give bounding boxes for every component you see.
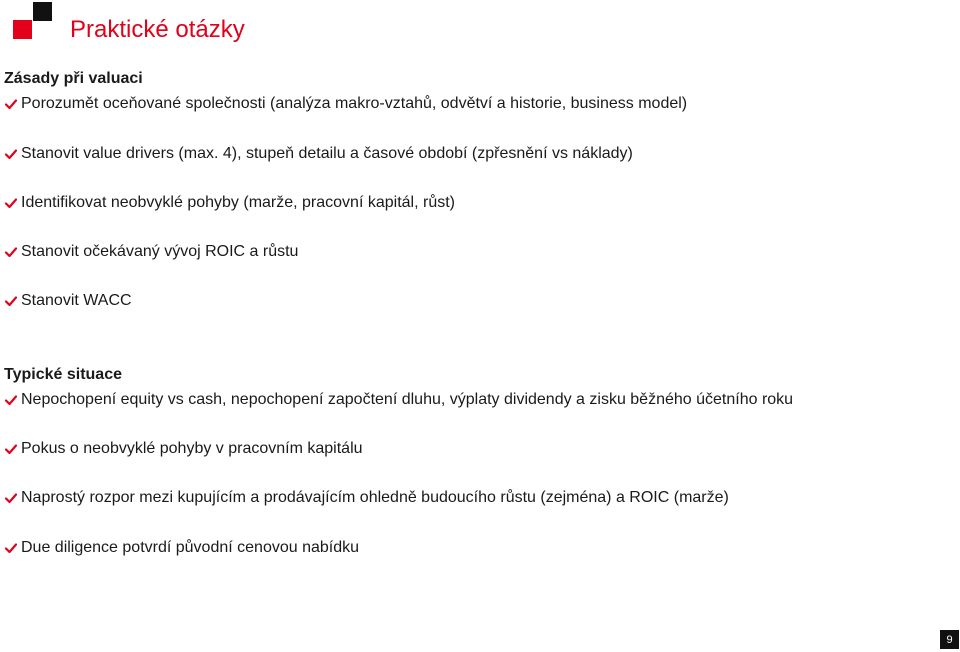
list-item [4,291,132,311]
logo-red-square [13,20,32,39]
list-item-text: Nepochopení equity vs cash, nepochopení započtení dluhu, výplaty dividendy a zisku běžného účetního roku [21,391,794,408]
list-item-text: Porozumět oceňované společnosti (analýza makro-vztahů, odvětví a historie, business model) [21,95,688,112]
checkmark-icon [4,196,18,210]
list-item-text: Stanovit value drivers (max. 4), stupeň detailu a časové období (zpřesnění vs náklady) [21,145,633,162]
checkmark-icon [4,541,18,555]
section-heading-principles: Zásady při valuaci [4,70,143,87]
section-heading-situations: Typické situace [4,366,122,383]
list-item [4,242,298,262]
logo-black-square [33,2,52,21]
list-item [4,94,687,114]
list-item [4,193,455,213]
list-item-text: Stanovit WACC [21,292,132,309]
list-item-text: Naprostý rozpor mezi kupujícím a prodávajícím ohledně budoucího růstu (zejména) a ROIC (marže) [21,489,729,506]
checkmark-icon [4,442,18,456]
list-item-text: Identifikovat neobvyklé pohyby (marže, pracovní kapitál, růst) [21,194,455,211]
page-title: Praktické otázky [70,16,245,43]
checkmark-icon [4,294,18,308]
checkmark-icon [4,147,18,161]
list-item [4,144,633,164]
checkmark-icon [4,393,18,407]
list-item-text: Pokus o neobvyklé pohyby v pracovním kapitálu [21,440,363,457]
page-number: 9 [940,630,959,649]
checkmark-icon [4,491,18,505]
list-item [4,538,359,558]
list-item [4,488,729,508]
list-item-text: Stanovit očekávaný vývoj ROIC a růstu [21,243,299,260]
checkmark-icon [4,97,18,111]
list-item [4,439,363,459]
checkmark-icon [4,245,18,259]
list-item-text: Due diligence potvrdí původní cenovou nabídku [21,539,360,556]
list-item [4,390,793,410]
